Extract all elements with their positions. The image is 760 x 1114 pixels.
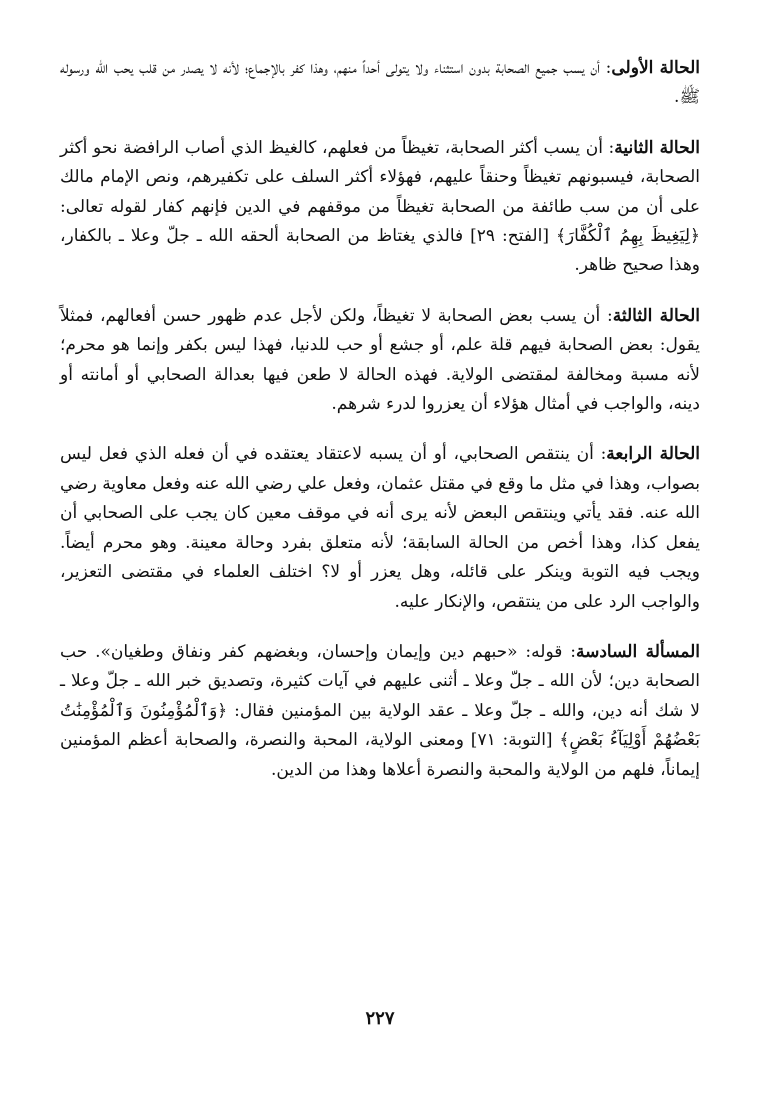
page-body bbox=[60, 54, 700, 806]
paragraph-heading: الحالة الثانية bbox=[614, 137, 700, 158]
paragraph-heading: الحالة الرابعة bbox=[606, 444, 700, 465]
paragraph-case-1 bbox=[60, 54, 700, 113]
paragraph-case-4 bbox=[60, 440, 700, 616]
paragraph-text: : أن ينتقص الصحابي، أو أن يسبه لاعتقاد يعتقده في أن فعله الذي فعل ليس بصواب، وهذا في مثل ما وقع في مقتل عثمان، وفعل علي رضي الله عنه وفعل معاوية رضي الله عنه. فقد يأتي وينتقص البعض لأنه يرى أنه في موقف معين كان يجب على الصحابي أن يفعل كذا، وهذا أخص من الحالة السابقة؛ لأنه متعلق بفرد وحالة معينة. وهو محرم أيضاً. ويجب فيه التوبة وينكر على قائله، وهل يعزر أو لا؟ اختلف العلماء في مقتضى التعزير، والواجب الرد على من ينتقص، والإنكار عليه. bbox=[60, 444, 700, 612]
paragraph-heading: الحالة الأولى bbox=[611, 58, 701, 78]
paragraph-text: : أن يسب جميع الصحابة بدون استثناء ولا يتولى أحداً منهم، وهذا كفر بالإجماع؛ لأنه لا يصدر من قلب يحب الله ورسوله ﷺ. bbox=[60, 58, 700, 108]
paragraph-text: : أن يسب أكثر الصحابة، تغيظاً من فعلهم، كالغيظ الذي أصاب الرافضة نحو أكثر الصحابة، فيسبونهم تغيظاً وحنقاً عليهم، فهؤلاء أكثر السلف على تكفيرهم، ونص الإمام مالك على أن من سب طائفة من الصحابة تغيظاً من موقفهم في الدين فإنهم كفار لقوله تعالى: ﴿لِيَغِيظَ بِهِمُ ٱلْكُفَّارَ﴾ [الفتح: ٢٩] فالذي يغتاظ من الصحابة ألحقه الله ـ جلّ وعلا ـ بالكفار، وهذا صحيح ظاهر. bbox=[60, 137, 700, 276]
page-number: ٢٢٧ bbox=[365, 1008, 395, 1029]
paragraph-text: : أن يسب بعض الصحابة لا تغيظاً، ولكن لأجل عدم ظهور حسن أفعالهم، فمثلاً يقول: بعض الصحابة فيهم قلة علم، أو جشع أو حب للدنيا، فهذا ليس بكفر وإنما هو محرم؛ لأنه مسبة ومخالفة لمقتضى الولاية. فهذه الحالة لا طعن فيها بعدالة الصحابي أو أمانته أو دينه، والواجب في أمثال هؤلاء أن يعزروا لدرء شرهم. bbox=[60, 305, 700, 415]
paragraph-case-2 bbox=[60, 134, 700, 281]
paragraph-heading: الحالة الثالثة bbox=[612, 305, 701, 326]
paragraph-case-3 bbox=[60, 302, 700, 420]
paragraph-text: : قوله: «حبهم دين وإيمان وإحسان، وبغضهم كفر ونفاق وطغيان». حب الصحابة دين؛ لأن الله ـ جلّ وعلا ـ أثنى عليهم في آيات كثيرة، وتصديق خبر الله ـ جلّ وعلا ـ لا شك أنه دين، والله ـ جلّ وعلا ـ عقد الولاية بين المؤمنين فقال: ﴿وَٱلْمُؤْمِنُونَ وَٱلْمُؤْمِنَٰتُ بَعْضُهُمْ أَوْلِيَآءُ بَعْضٍ﴾ [التوبة: ٧١] ومعنى الولاية، المحبة والنصرة، والصحابة أعظم المؤمنين إيماناً، فلهم من الولاية والمحبة والنصرة أعلاها وهذا من الدين. bbox=[60, 641, 700, 780]
paragraph-issue-6 bbox=[60, 638, 700, 785]
paragraph-heading: المسألة السادسة bbox=[576, 641, 700, 662]
